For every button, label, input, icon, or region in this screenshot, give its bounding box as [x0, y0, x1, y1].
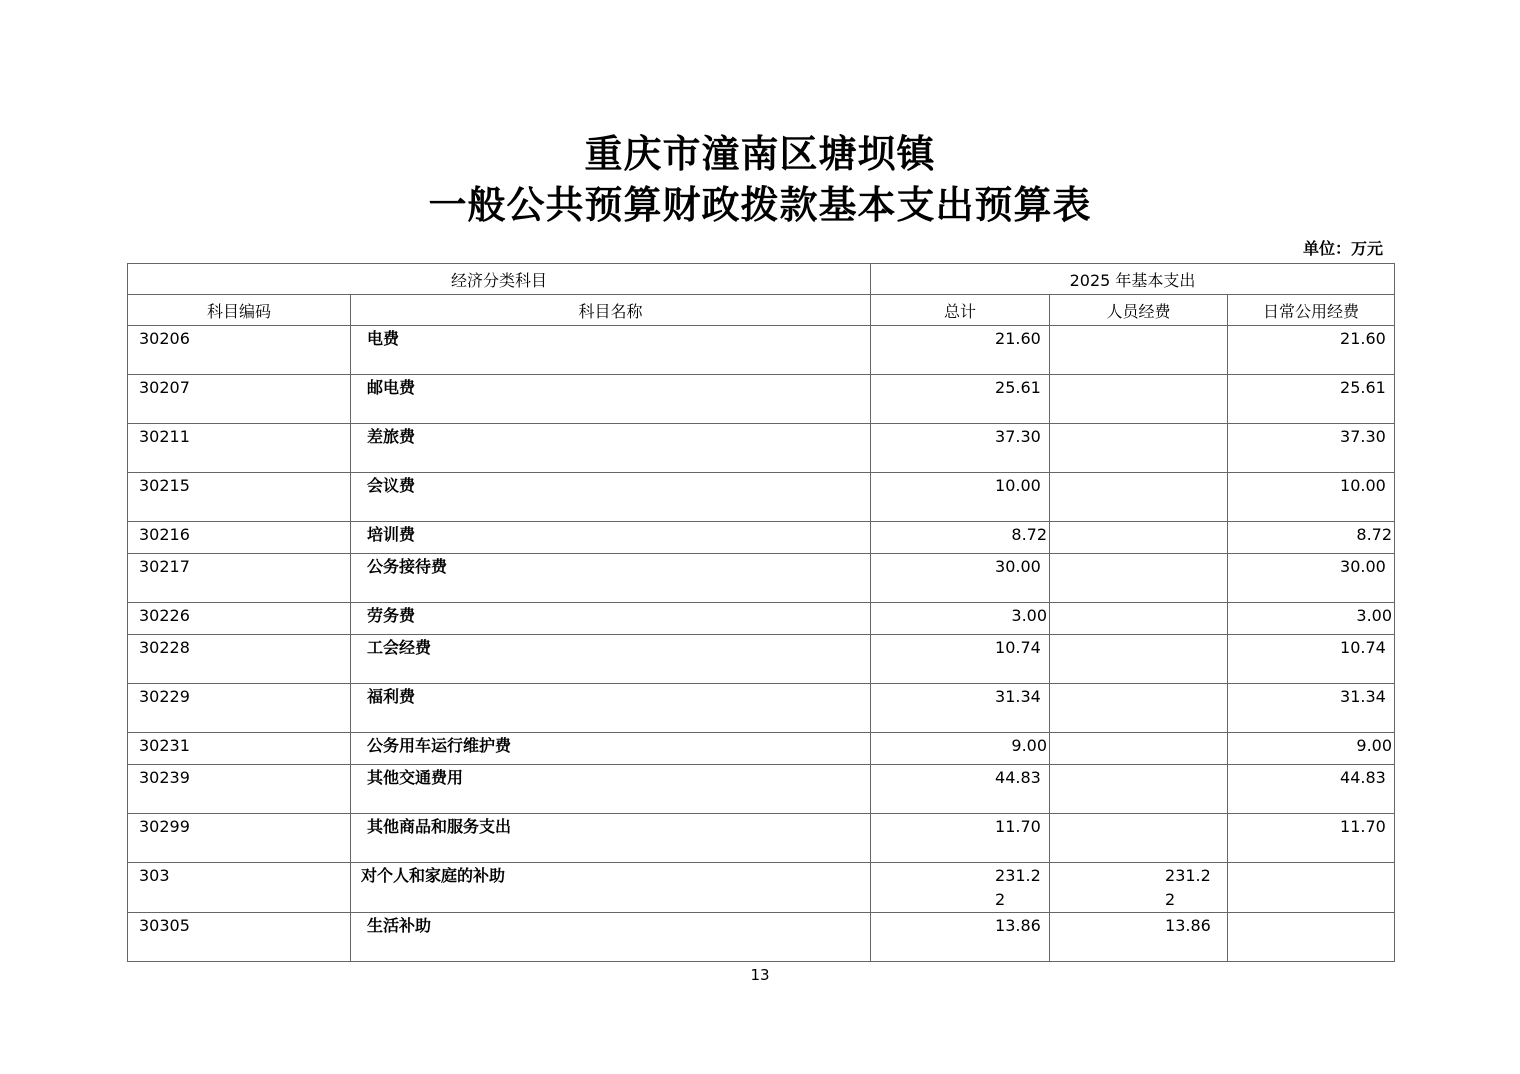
table-row	[128, 733, 1395, 765]
cell-personnel	[1050, 684, 1228, 733]
cell-name: 工会经费	[351, 635, 871, 684]
cell-total	[871, 554, 1050, 603]
cell-total	[871, 765, 1050, 814]
cell-name: 培训费	[351, 522, 871, 554]
table-row	[128, 765, 1395, 814]
table-row	[128, 424, 1395, 473]
cell-total	[871, 684, 1050, 733]
cell-total-value: 44.83	[995, 768, 1041, 787]
cell-personnel-value	[1050, 814, 1227, 815]
cell-name: 会议费	[351, 473, 871, 522]
cell-code: 30215	[128, 473, 351, 522]
cell-code: 30216	[128, 522, 351, 554]
table-row	[128, 913, 1395, 962]
header-total: 总计	[871, 295, 1050, 326]
cell-public-value: 30.00	[1340, 557, 1386, 576]
cell-personnel	[1050, 603, 1228, 635]
cell-personnel-value	[1050, 733, 1227, 734]
cell-name: 其他交通费用	[351, 765, 871, 814]
cell-public-value: 25.61	[1340, 378, 1386, 397]
table-row	[128, 554, 1395, 603]
cell-total	[871, 522, 1050, 554]
cell-code: 30217	[128, 554, 351, 603]
header-public: 日常公用经费	[1228, 295, 1395, 326]
cell-public	[1228, 375, 1395, 424]
cell-total	[871, 863, 1050, 913]
cell-total	[871, 733, 1050, 765]
cell-public	[1228, 913, 1395, 962]
cell-public	[1228, 326, 1395, 375]
cell-public-value: 31.34	[1340, 687, 1386, 706]
cell-total	[871, 603, 1050, 635]
table-row	[128, 635, 1395, 684]
cell-name: 其他商品和服务支出	[351, 814, 871, 863]
cell-public-value: 10.00	[1340, 476, 1386, 495]
cell-personnel-value	[1050, 554, 1227, 555]
cell-total-value: 10.00	[995, 476, 1041, 495]
cell-name: 劳务费	[351, 603, 871, 635]
cell-code: 30229	[128, 684, 351, 733]
cell-personnel	[1050, 424, 1228, 473]
cell-public	[1228, 554, 1395, 603]
cell-personnel	[1050, 522, 1228, 554]
cell-public-value	[1228, 863, 1394, 864]
cell-code: 30299	[128, 814, 351, 863]
budget-table	[127, 263, 1395, 962]
header-group-economic: 经济分类科目	[128, 264, 871, 295]
cell-name: 电费	[351, 326, 871, 375]
cell-public-value: 44.83	[1340, 768, 1386, 787]
cell-public	[1228, 424, 1395, 473]
cell-personnel	[1050, 554, 1228, 603]
cell-public	[1228, 863, 1395, 913]
cell-total	[871, 424, 1050, 473]
cell-code: 30305	[128, 913, 351, 962]
title-line-1: 重庆市潼南区塘坝镇	[584, 131, 936, 176]
header-group-2025: 2025 年基本支出	[871, 264, 1395, 295]
cell-name: 福利费	[351, 684, 871, 733]
cell-total	[871, 635, 1050, 684]
cell-total	[871, 375, 1050, 424]
cell-personnel	[1050, 473, 1228, 522]
cell-public	[1228, 814, 1395, 863]
cell-code: 30211	[128, 424, 351, 473]
unit-label: 单位：万元	[1302, 239, 1383, 258]
cell-total-value: 3.00	[1011, 606, 1048, 625]
cell-personnel	[1050, 765, 1228, 814]
cell-public	[1228, 473, 1395, 522]
table-row	[128, 522, 1395, 554]
cell-personnel-value	[1050, 765, 1227, 766]
cell-total-value: 8.72	[1011, 525, 1048, 544]
table-row	[128, 473, 1395, 522]
header-name: 科目名称	[351, 295, 871, 326]
cell-name: 生活补助	[351, 913, 871, 962]
cell-total-value: 21.60	[995, 329, 1041, 348]
cell-total-value: 30.00	[995, 557, 1041, 576]
cell-total	[871, 473, 1050, 522]
cell-personnel-value	[1050, 635, 1227, 636]
cell-code: 30239	[128, 765, 351, 814]
cell-public-value: 3.00	[1356, 606, 1393, 625]
cell-code: 30206	[128, 326, 351, 375]
cell-name: 公务接待费	[351, 554, 871, 603]
table-row	[128, 375, 1395, 424]
cell-name: 差旅费	[351, 424, 871, 473]
cell-public-value: 37.30	[1340, 427, 1386, 446]
cell-personnel-value: 13.86	[1165, 916, 1211, 935]
title-line-2: 一般公共预算财政拨款基本支出预算表	[428, 182, 1092, 227]
table-row	[128, 603, 1395, 635]
cell-public	[1228, 733, 1395, 765]
cell-personnel	[1050, 375, 1228, 424]
cell-code: 303	[128, 863, 351, 913]
cell-total-value: 231.22	[995, 866, 1041, 909]
cell-public-value: 10.74	[1340, 638, 1386, 657]
cell-total-value: 10.74	[995, 638, 1041, 657]
cell-name: 邮电费	[351, 375, 871, 424]
header-code: 科目编码	[128, 295, 351, 326]
cell-total	[871, 913, 1050, 962]
cell-public-value: 11.70	[1340, 817, 1386, 836]
header-personnel: 人员经费	[1050, 295, 1228, 326]
cell-public	[1228, 603, 1395, 635]
cell-name: 对个人和家庭的补助	[351, 863, 871, 913]
cell-public-value: 8.72	[1356, 525, 1393, 544]
cell-personnel	[1050, 814, 1228, 863]
cell-personnel	[1050, 635, 1228, 684]
cell-total-value: 25.61	[995, 378, 1041, 397]
cell-total-value: 13.86	[995, 916, 1041, 935]
page-number: 13	[750, 966, 770, 984]
cell-code: 30207	[128, 375, 351, 424]
cell-code: 30228	[128, 635, 351, 684]
cell-public	[1228, 635, 1395, 684]
cell-public-value: 9.00	[1356, 736, 1393, 755]
cell-personnel-value	[1050, 375, 1227, 376]
cell-total	[871, 814, 1050, 863]
cell-personnel-value	[1050, 326, 1227, 327]
cell-total-value: 31.34	[995, 687, 1041, 706]
cell-personnel-value	[1050, 473, 1227, 474]
cell-public	[1228, 522, 1395, 554]
cell-personnel-value	[1050, 424, 1227, 425]
cell-personnel-value	[1050, 684, 1227, 685]
cell-personnel	[1050, 733, 1228, 765]
table-row	[128, 326, 1395, 375]
table-row	[128, 814, 1395, 863]
cell-code: 30226	[128, 603, 351, 635]
cell-name: 公务用车运行维护费	[351, 733, 871, 765]
cell-personnel-value	[1050, 603, 1227, 604]
table-row	[128, 863, 1395, 913]
cell-public-value	[1228, 913, 1394, 914]
table-row	[128, 684, 1395, 733]
cell-personnel	[1050, 326, 1228, 375]
cell-total	[871, 326, 1050, 375]
cell-public	[1228, 765, 1395, 814]
cell-public-value: 21.60	[1340, 329, 1386, 348]
cell-code: 30231	[128, 733, 351, 765]
cell-personnel-value: 231.22	[1165, 866, 1211, 909]
cell-personnel	[1050, 863, 1228, 913]
cell-personnel-value	[1050, 522, 1227, 523]
cell-public	[1228, 684, 1395, 733]
cell-total-value: 37.30	[995, 427, 1041, 446]
cell-total-value: 9.00	[1011, 736, 1048, 755]
cell-total-value: 11.70	[995, 817, 1041, 836]
cell-personnel	[1050, 913, 1228, 962]
